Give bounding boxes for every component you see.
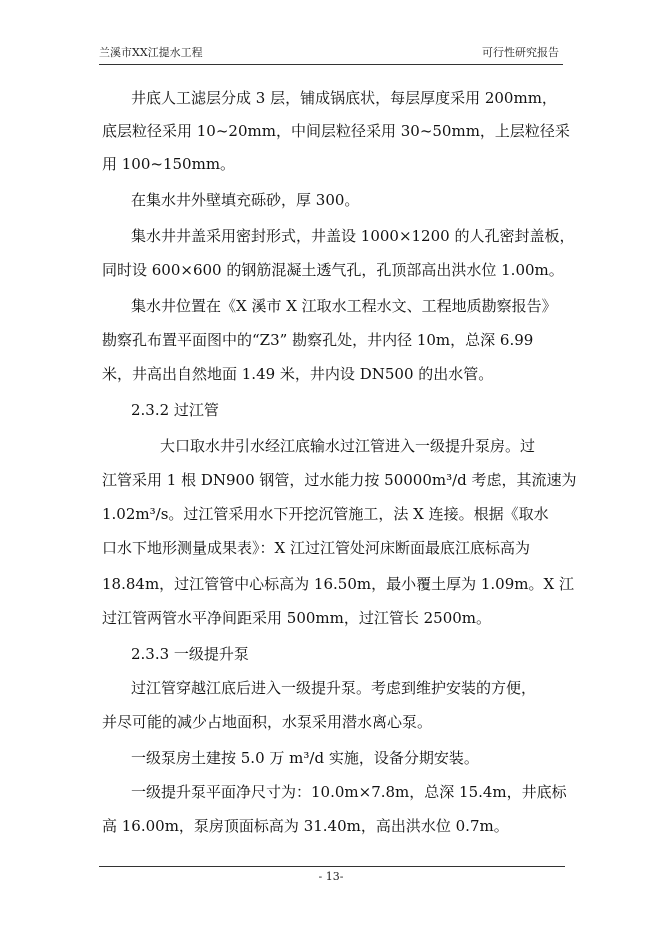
text-line: 过江管两管水平净间距采用 500mm，过江管长 2500m。 bbox=[102, 609, 492, 627]
text-line: 高 16.00m，泵房顶面标高为 31.40m，高出洪水位 0.7m。 bbox=[102, 817, 509, 835]
section-heading: 2.3.2 过江管 bbox=[131, 401, 219, 419]
text-line: 一级提升泵平面净尺寸为：10.0m×7.8m，总深 15.4m，井底标 bbox=[131, 783, 567, 801]
page-header bbox=[99, 44, 563, 64]
text-line: 同时设 600×600 的钢筋混凝土透气孔，孔顶部高出洪水位 1.00m。 bbox=[102, 261, 564, 279]
text-line: 在集水井外壁填充砾砂，厚 300。 bbox=[131, 191, 360, 209]
text-line: 过江管穿越江底后进入一级提升泵。考虑到维护安装的方便， bbox=[131, 679, 537, 697]
text-line: 井底人工滤层分成 3 层，铺成锅底状，每层厚度采用 200mm， bbox=[131, 89, 557, 107]
text-line: 米，井高出自然地面 1.49 米，井内设 DN500 的出水管。 bbox=[102, 365, 494, 383]
text-line: 勘察孔布置平面图中的“Z3” 勘察孔处，井内径 10m，总深 6.99 bbox=[102, 331, 534, 349]
text-line: 底层粒径采用 10~20mm，中间层粒径采用 30~50mm，上层粒径采 bbox=[102, 122, 570, 140]
text-line: 江管采用 1 根 DN900 钢管，过水能力按 50000m³/d 考虑，其流速为 bbox=[102, 471, 577, 489]
text-line: 口水下地形测量成果表》：X 江过江管处河床断面最底江底标高为 bbox=[102, 539, 530, 557]
header-rule bbox=[99, 64, 563, 65]
header-project-title: 兰溪市XX江提水工程 bbox=[99, 46, 203, 59]
page-number: - 13- bbox=[318, 870, 344, 883]
text-line: 用 100~150mm。 bbox=[102, 155, 236, 173]
text-line: 大口取水井引水经江底输水过江管进入一级提升泵房。过 bbox=[160, 437, 536, 455]
section-heading: 2.3.3 一级提升泵 bbox=[131, 645, 249, 663]
text-line: 18.84m，过江管管中心标高为 16.50m，最小覆土厚为 1.09m。X 江 bbox=[102, 575, 574, 593]
header-report-type: 可行性研究报告 bbox=[482, 46, 559, 59]
text-line: 集水井井盖采用密封形式，井盖设 1000×1200 的人孔密封盖板， bbox=[131, 227, 575, 245]
text-line: 1.02m³/s。过江管采用水下开挖沉管施工，法 X 连接。根据《取水 bbox=[102, 505, 549, 523]
text-line: 一级泵房土建按 5.0 万 m³/d 实施，设备分期安装。 bbox=[131, 749, 479, 767]
footer-rule bbox=[99, 866, 565, 867]
text-line: 集水井位置在《X 溪市 X 江取水工程水文、工程地质勘察报告》 bbox=[131, 297, 557, 315]
text-line: 并尽可能的减少占地面积，水泵采用潜水离心泵。 bbox=[102, 713, 433, 731]
